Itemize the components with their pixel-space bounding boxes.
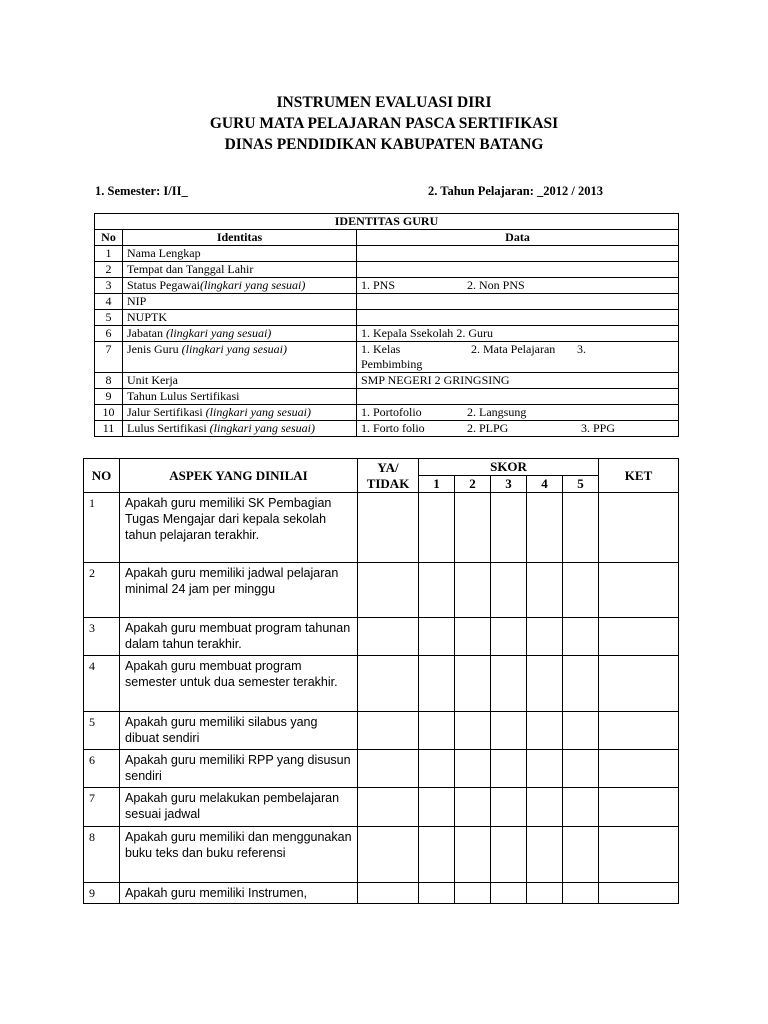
skor-cell-5[interactable] (563, 656, 599, 712)
row-label: Tahun Lulus Sertifikasi (123, 389, 357, 405)
row-number: 11 (95, 421, 123, 437)
identitas-guru-table (94, 213, 679, 437)
row-value (357, 310, 679, 326)
document-title (0, 92, 768, 155)
row-label (123, 342, 357, 373)
identitas-row (95, 294, 679, 310)
skor-cell-1[interactable] (419, 788, 455, 827)
ya-tidak-cell[interactable] (358, 883, 419, 904)
row-number: 9 (95, 389, 123, 405)
identitas-col-identitas: Identitas (123, 230, 357, 246)
row-label-text: Lulus Sertifikasi (127, 421, 210, 435)
skor-cell-5[interactable] (563, 750, 599, 788)
skor-cell-5[interactable] (563, 493, 599, 563)
eval-row-text: Apakah guru memiliki jadwal pelajaran minimal 24 jam per minggu (120, 563, 358, 618)
skor-cell-2[interactable] (455, 788, 491, 827)
eval-row-text: Apakah guru memiliki SK Pembagian Tugas Mengajar dari kepala sekolah tahun pelajaran terakhir. (120, 493, 358, 563)
row-value (357, 278, 679, 294)
identitas-row (95, 421, 679, 437)
skor-cell-2[interactable] (455, 827, 491, 883)
skor-cell-5[interactable] (563, 618, 599, 656)
option-3: 3. PPG (581, 421, 616, 435)
skor-cell-2[interactable] (455, 750, 491, 788)
eval-row (84, 750, 679, 788)
option-1: 1. Kelas (361, 342, 401, 356)
identitas-title: IDENTITAS GURU (95, 214, 679, 230)
option-2: 2. Langsung (467, 405, 527, 419)
eval-row-number: 4 (84, 656, 120, 712)
ket-cell[interactable] (599, 712, 679, 750)
eval-col-no: NO (84, 459, 120, 493)
eval-row-number: 1 (84, 493, 120, 563)
option-2: 2. PLPG (467, 421, 509, 435)
eval-row-text: Apakah guru memiliki silabus yang dibuat sendiri (120, 712, 358, 750)
ya-tidak-cell[interactable] (358, 827, 419, 883)
row-number: 3 (95, 278, 123, 294)
eval-row-text: Apakah guru membuat program semester untuk dua semester terakhir. (120, 656, 358, 712)
row-number: 1 (95, 246, 123, 262)
eval-row-number: 3 (84, 618, 120, 656)
title-line-1: INSTRUMEN EVALUASI DIRI (276, 94, 492, 111)
row-note: (lingkari yang sesuai) (205, 405, 311, 419)
skor-cell-1[interactable] (419, 750, 455, 788)
option-1: 1. PNS (361, 278, 396, 292)
eval-row-number: 5 (84, 712, 120, 750)
skor-cell-4[interactable] (527, 656, 563, 712)
row-value (357, 246, 679, 262)
eval-row-text: Apakah guru melakukan pembelajaran sesuai jadwal (120, 788, 358, 827)
skor-cell-1[interactable] (419, 712, 455, 750)
eval-row-number: 6 (84, 750, 120, 788)
eval-row-text: Apakah guru membuat program tahunan dalam tahun terakhir. (120, 618, 358, 656)
evaluasi-table (83, 458, 679, 904)
eval-col-ya-tidak (358, 459, 419, 493)
option-3-continued: Pembimbing (361, 357, 423, 371)
row-label-text: Jalur Sertifikasi (127, 405, 206, 419)
row-value (357, 342, 679, 373)
identitas-row (95, 342, 679, 373)
title-line-2: GURU MATA PELAJARAN PASCA SERTIFIKASI (209, 115, 559, 132)
row-label-text: Status Pegawai (127, 278, 200, 292)
skor-cell-1[interactable] (419, 827, 455, 883)
option-2: 2. Mata Pelajaran (471, 342, 556, 356)
skor-cell-2[interactable] (455, 656, 491, 712)
skor-cell-3[interactable] (491, 618, 527, 656)
eval-row-number: 2 (84, 563, 120, 618)
skor-level-1: 1 (419, 476, 455, 493)
ket-cell[interactable] (599, 750, 679, 788)
skor-cell-4[interactable] (527, 788, 563, 827)
option-1: 1. Kepala Ssekolah (361, 326, 454, 340)
skor-cell-3[interactable] (491, 656, 527, 712)
skor-level-2: 2 (455, 476, 491, 493)
row-label: NUPTK (123, 310, 357, 326)
eval-col-skor: SKOR (419, 459, 599, 476)
eval-row-number: 7 (84, 788, 120, 827)
skor-cell-2[interactable] (455, 712, 491, 750)
skor-cell-5[interactable] (563, 563, 599, 618)
row-note: (lingkari yang sesuai) (165, 326, 272, 340)
row-value: SMP NEGERI 2 GRINGSING (357, 373, 679, 389)
title-line-3: DINAS PENDIDIKAN KABUPATEN BATANG (224, 136, 544, 153)
ket-cell[interactable] (599, 618, 679, 656)
skor-cell-2[interactable] (455, 618, 491, 656)
row-number: 6 (95, 326, 123, 342)
ket-cell[interactable] (599, 788, 679, 827)
skor-cell-3[interactable] (491, 788, 527, 827)
ya-tidak-cell[interactable] (358, 618, 419, 656)
eval-col-ket: KET (599, 459, 679, 493)
row-label-text: Jabatan (127, 326, 166, 340)
row-value (357, 421, 679, 437)
skor-cell-4[interactable] (527, 493, 563, 563)
skor-cell-4[interactable] (527, 712, 563, 750)
eval-row-number: 9 (84, 883, 120, 904)
skor-cell-3[interactable] (491, 712, 527, 750)
skor-level-5: 5 (563, 476, 599, 493)
row-label: Nama Lengkap (123, 246, 357, 262)
ya-tidak-cell[interactable] (358, 563, 419, 618)
identitas-row (95, 405, 679, 421)
row-number: 10 (95, 405, 123, 421)
skor-level-4: 4 (527, 476, 563, 493)
skor-cell-1[interactable] (419, 563, 455, 618)
tahun-pelajaran-field: 2. Tahun Pelajaran: _2012 / 2013 (428, 184, 604, 198)
eval-row-text: Apakah guru memiliki Instrumen, (120, 883, 358, 904)
row-note: (lingkari yang sesuai) (181, 342, 287, 356)
row-number: 8 (95, 373, 123, 389)
skor-cell-4[interactable] (527, 827, 563, 883)
skor-cell-5[interactable] (563, 712, 599, 750)
eval-row-text: Apakah guru memiliki RPP yang disusun sendiri (120, 750, 358, 788)
skor-cell-5[interactable] (563, 788, 599, 827)
semester-field: 1. Semester: I/II_ (95, 184, 188, 198)
skor-cell-4[interactable] (527, 750, 563, 788)
skor-cell-1[interactable] (419, 493, 455, 563)
skor-cell-3[interactable] (491, 750, 527, 788)
row-note: (lingkari yang sesuai) (209, 421, 315, 435)
row-note: (lingkari yang sesuai) (200, 278, 306, 292)
skor-cell-4[interactable] (527, 563, 563, 618)
row-label: Unit Kerja (123, 373, 357, 389)
eval-row (84, 618, 679, 656)
ya-tidak-cell[interactable] (358, 712, 419, 750)
identitas-row (95, 246, 679, 262)
ya-tidak-cell[interactable] (358, 788, 419, 827)
identitas-row (95, 278, 679, 294)
skor-cell-5[interactable] (563, 827, 599, 883)
identitas-row (95, 326, 679, 342)
identitas-row (95, 310, 679, 326)
row-label: Tempat dan Tanggal Lahir (123, 262, 357, 278)
ya-tidak-cell[interactable] (358, 750, 419, 788)
eval-row-number: 8 (84, 827, 120, 883)
identitas-row (95, 262, 679, 278)
eval-col-aspek: ASPEK YANG DINILAI (120, 459, 358, 493)
row-number: 5 (95, 310, 123, 326)
option-2: 2. Non PNS (467, 278, 525, 292)
identitas-col-data: Data (357, 230, 679, 246)
skor-cell-1[interactable] (419, 618, 455, 656)
row-label (123, 421, 357, 437)
eval-row (84, 712, 679, 750)
skor-level-3: 3 (491, 476, 527, 493)
eval-row-text: Apakah guru memiliki dan menggunakan buku teks dan buku referensi (120, 827, 358, 883)
ya-label: YA/ (377, 459, 399, 475)
skor-cell-1[interactable] (419, 656, 455, 712)
ket-cell[interactable] (599, 493, 679, 563)
row-value (357, 326, 679, 342)
identitas-row (95, 389, 679, 405)
row-label-text: Jenis Guru (127, 342, 182, 356)
row-value (357, 405, 679, 421)
row-label: NIP (123, 294, 357, 310)
eval-row (84, 563, 679, 618)
identitas-col-no: No (95, 230, 123, 246)
skor-cell-3[interactable] (491, 493, 527, 563)
ket-cell[interactable] (599, 883, 679, 904)
option-3: 3. (577, 342, 586, 356)
row-number: 2 (95, 262, 123, 278)
eval-row (84, 788, 679, 827)
tidak-label: TIDAK (366, 475, 410, 491)
skor-cell-4[interactable] (527, 883, 563, 904)
skor-cell-3[interactable] (491, 883, 527, 904)
option-1: 1. Forto folio (361, 421, 425, 435)
row-value (357, 389, 679, 405)
skor-cell-5[interactable] (563, 883, 599, 904)
row-label (123, 278, 357, 294)
eval-row (84, 827, 679, 883)
option-2: 2. Guru (456, 326, 493, 340)
row-value (357, 294, 679, 310)
row-number: 4 (95, 294, 123, 310)
row-number: 7 (95, 342, 123, 373)
skor-cell-4[interactable] (527, 618, 563, 656)
identitas-row (95, 373, 679, 389)
skor-cell-2[interactable] (455, 883, 491, 904)
option-1: 1. Portofolio (361, 405, 422, 419)
row-value (357, 262, 679, 278)
ket-cell[interactable] (599, 656, 679, 712)
skor-cell-1[interactable] (419, 883, 455, 904)
row-label (123, 326, 357, 342)
eval-row (84, 883, 679, 904)
row-label (123, 405, 357, 421)
ya-tidak-cell[interactable] (358, 493, 419, 563)
ya-tidak-cell[interactable] (358, 656, 419, 712)
ket-cell[interactable] (599, 827, 679, 883)
skor-cell-3[interactable] (491, 563, 527, 618)
eval-row (84, 493, 679, 563)
skor-cell-2[interactable] (455, 563, 491, 618)
ket-cell[interactable] (599, 563, 679, 618)
skor-cell-2[interactable] (455, 493, 491, 563)
eval-row (84, 656, 679, 712)
skor-cell-3[interactable] (491, 827, 527, 883)
